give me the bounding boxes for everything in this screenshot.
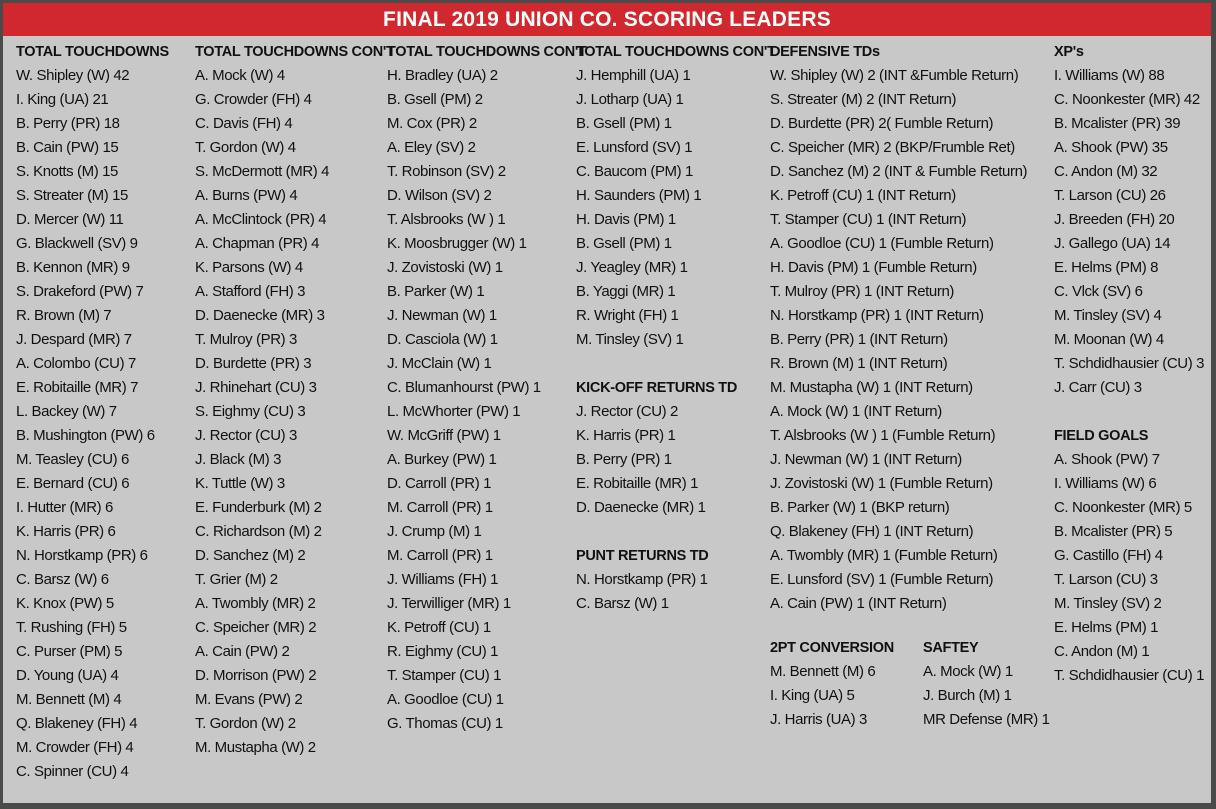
list-item: M. Moonan (W) 4: [1054, 331, 1164, 348]
list-item: R. Brown (M) 7: [16, 307, 112, 324]
page-title: FINAL 2019 UNION CO. SCORING LEADERS: [3, 3, 1211, 36]
list-item: B. Gsell (PM) 2: [387, 91, 483, 108]
list-item: J. Black (M) 3: [195, 451, 282, 468]
list-item: D. Morrison (PW) 2: [195, 667, 317, 684]
list-item: D. Wilson (SV) 2: [387, 187, 492, 204]
list-item: C. Davis (FH) 4: [195, 115, 293, 132]
column-defensive-tds: [770, 40, 1027, 616]
list-item: I. King (UA) 21: [16, 91, 109, 108]
list-item: T. Schdidhausier (CU) 1: [1054, 667, 1205, 684]
list-item: M. Tinsley (SV) 1: [576, 331, 684, 348]
list-item: E. Lunsford (SV) 1: [576, 139, 693, 156]
list-item: K. Petroff (CU) 1 (INT Return): [770, 187, 956, 204]
list-item: B. Parker (W) 1: [387, 283, 485, 300]
list-item: E. Robitaille (MR) 1: [576, 475, 699, 492]
list-item: H. Davis (PM) 1 (Fumble Return): [770, 259, 977, 276]
list-item: B. Parker (W) 1 (BKP return): [770, 499, 950, 516]
list-item: L. Backey (W) 7: [16, 403, 117, 420]
list-item: G. Blackwell (SV) 9: [16, 235, 138, 252]
list-item: J. Burch (M) 1: [923, 687, 1012, 704]
list-item: K. Harris (PR) 6: [16, 523, 116, 540]
column-kicking: [1054, 40, 1204, 688]
list-item: H. Bradley (UA) 2: [387, 67, 498, 84]
list-item: T. Gordon (W) 4: [195, 139, 296, 156]
list-item: I. Hutter (MR) 6: [16, 499, 113, 516]
list-item: C. Barsz (W) 6: [16, 571, 109, 588]
list-item: J. Williams (FH) 1: [387, 571, 499, 588]
list-item: J. Gallego (UA) 14: [1054, 235, 1171, 252]
list-item: A. Chapman (PR) 4: [195, 235, 320, 252]
list-item: K. Parsons (W) 4: [195, 259, 303, 276]
list-item: C. Purser (PM) 5: [16, 643, 123, 660]
list-item: B. Cain (PW) 15: [16, 139, 119, 156]
list-item: J. Zovistoski (W) 1: [387, 259, 503, 276]
list-item: G. Crowder (FH) 4: [195, 91, 312, 108]
list-item: B. Perry (PR) 1 (INT Return): [770, 331, 948, 348]
list-item: B. Perry (PR) 1: [576, 451, 672, 468]
list-item: C. Barsz (W) 1: [576, 595, 669, 612]
list-item: W. McGriff (PW) 1: [387, 427, 501, 444]
section-title-total-touchdowns-con-t: TOTAL TOUCHDOWNS CON'T: [576, 44, 776, 60]
list-item: C. Andon (M) 1: [1054, 643, 1150, 660]
list-item: R. Wright (FH) 1: [576, 307, 679, 324]
list-item: E. Helms (PM) 1: [1054, 619, 1159, 636]
list-item: N. Horstkamp (PR) 6: [16, 547, 148, 564]
list-item: D. Sanchez (M) 2: [195, 547, 306, 564]
list-item: T. Alsbrooks (W ) 1 (Fumble Return): [770, 427, 996, 444]
list-item: Q. Blakeney (FH) 1 (INT Return): [770, 523, 974, 540]
list-item: MR Defense (MR) 1: [923, 711, 1050, 728]
list-item: I. Williams (W) 6: [1054, 475, 1157, 492]
list-item: J. Breeden (FH) 20: [1054, 211, 1175, 228]
list-item: Q. Blakeney (FH) 4: [16, 715, 138, 732]
section-spacer: [1054, 400, 1204, 424]
list-item: J. Zovistoski (W) 1 (Fumble Return): [770, 475, 993, 492]
list-item: B. Perry (PR) 18: [16, 115, 120, 132]
list-item: T. Schdidhausier (CU) 3: [1054, 355, 1205, 372]
list-item: S. Streater (M) 2 (INT Return): [770, 91, 957, 108]
list-item: M. Teasley (CU) 6: [16, 451, 129, 468]
list-item: C. Vlck (SV) 6: [1054, 283, 1143, 300]
list-item: J. Rhinehart (CU) 3: [195, 379, 317, 396]
list-item: A. Cain (PW) 1 (INT Return): [770, 595, 947, 612]
list-item: C. Noonkester (MR) 42: [1054, 91, 1200, 108]
list-item: D. Burdette (PR) 2( Fumble Return): [770, 115, 994, 132]
list-item: H. Saunders (PM) 1: [576, 187, 702, 204]
list-item: A. Shook (PW) 7: [1054, 451, 1160, 468]
column-total-touchdowns-cont-2: [387, 40, 587, 736]
list-item: G. Castillo (FH) 4: [1054, 547, 1163, 564]
list-item: N. Horstkamp (PR) 1 (INT Return): [770, 307, 984, 324]
list-item: J. Despard (MR) 7: [16, 331, 132, 348]
list-item: S. Streater (M) 15: [16, 187, 129, 204]
list-item: T. Rushing (FH) 5: [16, 619, 127, 636]
section-title-defensive-tds: DEFENSIVE TDs: [770, 44, 880, 60]
list-item: L. McWhorter (PW) 1: [387, 403, 521, 420]
list-item: D. Mercer (W) 11: [16, 211, 124, 228]
list-item: J. Terwilliger (MR) 1: [387, 595, 511, 612]
list-item: C. Baucom (PM) 1: [576, 163, 693, 180]
list-item: D. Carroll (PR) 1: [387, 475, 492, 492]
list-item: A. McClintock (PR) 4: [195, 211, 327, 228]
list-item: K. Tuttle (W) 3: [195, 475, 285, 492]
list-item: J. McClain (W) 1: [387, 355, 492, 372]
list-item: A. Mock (W) 1: [923, 663, 1013, 680]
list-item: M. Carroll (PR) 1: [387, 499, 493, 516]
list-item: J. Rector (CU) 2: [576, 403, 678, 420]
section-title-total-touchdowns-con-t: TOTAL TOUCHDOWNS CON'T: [195, 44, 395, 60]
list-item: C. Speicher (MR) 2 (BKP/Frumble Ret): [770, 139, 1015, 156]
list-item: B. Gsell (PM) 1: [576, 235, 672, 252]
list-item: T. Larson (CU) 26: [1054, 187, 1166, 204]
section-title-total-touchdowns: TOTAL TOUCHDOWNS: [16, 44, 169, 60]
list-item: J. Lotharp (UA) 1: [576, 91, 684, 108]
list-item: S. McDermott (MR) 4: [195, 163, 330, 180]
list-item: A. Twombly (MR) 1 (Fumble Return): [770, 547, 998, 564]
section-title-punt-returns-td: PUNT RETURNS TD: [576, 548, 709, 564]
list-item: A. Colombo (CU) 7: [16, 355, 136, 372]
list-item: B. Mcalister (PR) 5: [1054, 523, 1173, 540]
column-total-touchdowns: [16, 40, 169, 784]
list-item: J. Rector (CU) 3: [195, 427, 297, 444]
list-item: K. Harris (PR) 1: [576, 427, 676, 444]
list-item: J. Harris (UA) 3: [770, 711, 867, 728]
list-item: T. Gordon (W) 2: [195, 715, 296, 732]
list-item: T. Grier (M) 2: [195, 571, 278, 588]
list-item: E. Robitaille (MR) 7: [16, 379, 139, 396]
section-title-xp-s: XP's: [1054, 44, 1084, 60]
list-item: J. Newman (W) 1: [387, 307, 497, 324]
list-item: J. Newman (W) 1 (INT Return): [770, 451, 962, 468]
list-item: N. Horstkamp (PR) 1: [576, 571, 708, 588]
list-item: D. Burdette (PR) 3: [195, 355, 312, 372]
list-item: R. Eighmy (CU) 1: [387, 643, 499, 660]
list-item: T. Stamper (CU) 1: [387, 667, 502, 684]
list-item: M. Mustapha (W) 1 (INT Return): [770, 379, 973, 396]
list-item: J. Crump (M) 1: [387, 523, 482, 540]
list-item: A. Burns (PW) 4: [195, 187, 298, 204]
list-item: J. Hemphill (UA) 1: [576, 67, 691, 84]
section-title-field-goals: FIELD GOALS: [1054, 428, 1149, 444]
list-item: T. Stamper (CU) 1 (INT Return): [770, 211, 967, 228]
list-item: D. Daenecke (MR) 1: [576, 499, 706, 516]
list-item: E. Lunsford (SV) 1 (Fumble Return): [770, 571, 994, 588]
list-item: C. Andon (M) 32: [1054, 163, 1158, 180]
list-item: R. Brown (M) 1 (INT Return): [770, 355, 948, 372]
list-item: B. Mcalister (PR) 39: [1054, 115, 1181, 132]
list-item: M. Crowder (FH) 4: [16, 739, 134, 756]
list-item: A. Cain (PW) 2: [195, 643, 290, 660]
list-item: D. Daenecke (MR) 3: [195, 307, 325, 324]
list-item: W. Shipley (W) 2 (INT &Fumble Return): [770, 67, 1019, 84]
scoring-leaders-sheet: [3, 3, 1211, 803]
list-item: T. Mulroy (PR) 1 (INT Return): [770, 283, 954, 300]
list-item: A. Goodloe (CU) 1 (Fumble Return): [770, 235, 994, 252]
list-item: M. Carroll (PR) 1: [387, 547, 493, 564]
section-spacer: [576, 352, 776, 376]
list-item: I. Williams (W) 88: [1054, 67, 1165, 84]
section-title-saftey: SAFTEY: [923, 640, 979, 656]
list-item: K. Moosbrugger (W) 1: [387, 235, 527, 252]
list-item: K. Petroff (CU) 1: [387, 619, 491, 636]
list-item: D. Sanchez (M) 2 (INT & Fumble Return): [770, 163, 1028, 180]
list-item: T. Mulroy (PR) 3: [195, 331, 297, 348]
list-item: T. Larson (CU) 3: [1054, 571, 1158, 588]
list-item: K. Knox (PW) 5: [16, 595, 114, 612]
list-item: M. Cox (PR) 2: [387, 115, 477, 132]
list-item: A. Twombly (MR) 2: [195, 595, 316, 612]
list-item: D. Young (UA) 4: [16, 667, 119, 684]
list-item: H. Davis (PM) 1: [576, 211, 676, 228]
list-item: M. Mustapha (W) 2: [195, 739, 316, 756]
list-item: E. Funderburk (M) 2: [195, 499, 322, 516]
list-item: C. Blumanhourst (PW) 1: [387, 379, 541, 396]
list-item: A. Goodloe (CU) 1: [387, 691, 504, 708]
list-item: T. Robinson (SV) 2: [387, 163, 506, 180]
section-2pt-conversion: [770, 636, 894, 732]
list-item: A. Mock (W) 1 (INT Return): [770, 403, 942, 420]
list-item: A. Stafford (FH) 3: [195, 283, 306, 300]
list-item: C. Richardson (M) 2: [195, 523, 322, 540]
list-item: B. Yaggi (MR) 1: [576, 283, 676, 300]
list-item: W. Shipley (W) 42: [16, 67, 130, 84]
list-item: M. Bennett (M) 6: [770, 663, 876, 680]
list-item: A. Eley (SV) 2: [387, 139, 476, 156]
list-item: T. Alsbrooks (W ) 1: [387, 211, 506, 228]
column-total-touchdowns-cont-1: [195, 40, 395, 760]
list-item: M. Evans (PW) 2: [195, 691, 303, 708]
list-item: J. Yeagley (MR) 1: [576, 259, 688, 276]
list-item: G. Thomas (CU) 1: [387, 715, 503, 732]
list-item: E. Helms (PM) 8: [1054, 259, 1159, 276]
list-item: I. King (UA) 5: [770, 687, 855, 704]
list-item: A. Mock (W) 4: [195, 67, 285, 84]
list-item: C. Noonkester (MR) 5: [1054, 499, 1192, 516]
list-item: B. Mushington (PW) 6: [16, 427, 155, 444]
list-item: M. Tinsley (SV) 4: [1054, 307, 1162, 324]
list-item: M. Tinsley (SV) 2: [1054, 595, 1162, 612]
list-item: S. Drakeford (PW) 7: [16, 283, 144, 300]
list-item: D. Casciola (W) 1: [387, 331, 498, 348]
list-item: J. Carr (CU) 3: [1054, 379, 1142, 396]
list-item: B. Kennon (MR) 9: [16, 259, 130, 276]
section-title-kick-off-returns-td: KICK-OFF RETURNS TD: [576, 380, 738, 396]
list-item: M. Bennett (M) 4: [16, 691, 122, 708]
section-title-total-touchdowns-con-t: TOTAL TOUCHDOWNS CON'T: [387, 44, 587, 60]
list-item: E. Bernard (CU) 6: [16, 475, 130, 492]
list-item: A. Burkey (PW) 1: [387, 451, 497, 468]
list-item: B. Gsell (PM) 1: [576, 115, 672, 132]
list-item: S. Knotts (M) 15: [16, 163, 118, 180]
list-item: C. Spinner (CU) 4: [16, 763, 129, 780]
list-item: S. Eighmy (CU) 3: [195, 403, 306, 420]
section-spacer: [576, 520, 776, 544]
list-item: C. Speicher (MR) 2: [195, 619, 317, 636]
column-total-touchdowns-cont-3: [576, 40, 776, 616]
section-title-2pt-conversion: 2PT CONVERSION: [770, 640, 894, 656]
section-safety: [923, 636, 1050, 732]
list-item: A. Shook (PW) 35: [1054, 139, 1168, 156]
